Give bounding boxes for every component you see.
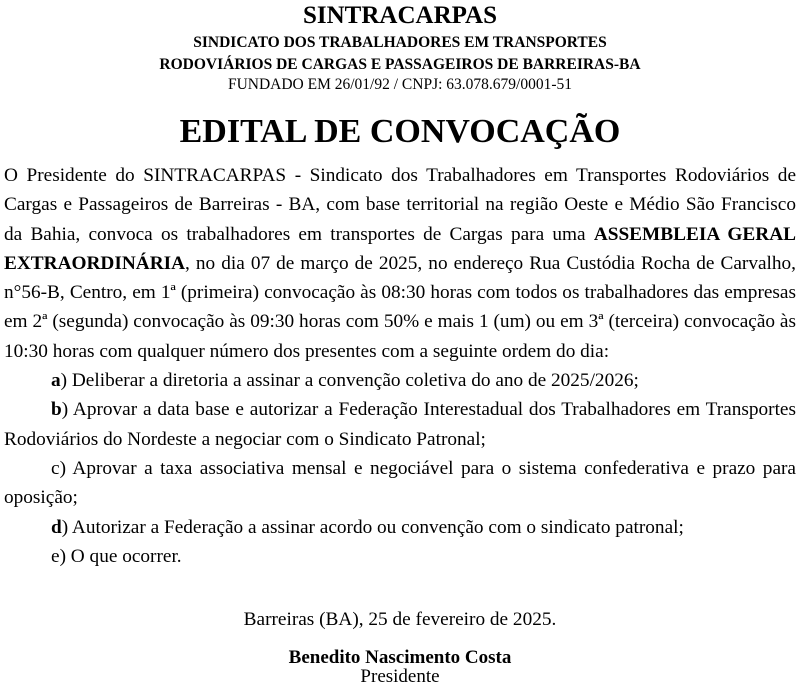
place-and-date: Barreiras (BA), 25 de fevereiro de 2025. — [243, 609, 557, 630]
agenda-item-d — [4, 513, 796, 542]
assembly-type: ASSEMBLEIA GERAL EXTRAORDINÁRIA — [4, 223, 796, 274]
document-title: EDITAL DE CONVOCAÇÃO — [179, 113, 621, 150]
intro-text-before: O Presidente do SINTRACARPAS - Sindicato dos Trabalhadores em Transportes Rodoviários de Cargas e Passageiros de Barreiras - BA, com base territorial na região Oeste e Médio São Francisco da Bahia, convoca os trabalhadores em transportes de Cargas para uma — [4, 165, 796, 245]
org-full-name-line-2: RODOVIÁRIOS DE CARGAS E PASSAGEIROS DE BARREIRAS-BA — [159, 56, 641, 73]
signatory-name: Benedito Nascimento Costa — [288, 647, 512, 668]
agenda-item-text: ) Deliberar a diretoria a assinar a convenção coletiva do ano de 2025/2026; — [60, 370, 639, 392]
agenda-item-e — [4, 542, 796, 571]
intro-text-after: , no dia 07 de março de 2025, no endereço Rua Custódia Rocha de Carvalho, n°56-B, Centro, em 1ª (primeira) convocação às 08:30 horas com todos os trabalhadores das empresas em 2ª (segunda) convocação às 09:30 horas com 50% e mais 1 (um) ou em 3ª (terceira) convocação às 10:30 horas com qualquer número dos presentes com a seguinte ordem do dia: — [4, 252, 796, 362]
agenda-item-key: a — [51, 370, 61, 392]
intro-paragraph — [4, 161, 796, 366]
document-body — [4, 161, 796, 571]
agenda-item-text: ) O que ocorrer. — [59, 545, 182, 567]
signatory-role: Presidente — [360, 666, 440, 687]
agenda-item-b — [4, 395, 796, 454]
agenda-item-key: b — [51, 399, 62, 421]
org-full-name-line-1: SINDICATO DOS TRABALHADORES EM TRANSPORTES — [193, 34, 607, 51]
org-name: SINTRACARPAS — [302, 2, 497, 29]
agenda-item-text: ) Autorizar a Federação a assinar acordo ou convenção com o sindicato patronal; — [61, 516, 684, 538]
agenda-item-key: c — [51, 457, 60, 479]
agenda-item-text: ) Aprovar a taxa associativa mensal e negociável para o sistema confederativa e prazo para oposição; — [4, 457, 796, 509]
agenda-item-key: e — [51, 545, 60, 567]
org-founded-cnpj: FUNDADO EM 26/01/92 / CNPJ: 63.078.679/0001-51 — [227, 76, 573, 93]
agenda-item-a — [4, 366, 796, 395]
agenda-item-c — [4, 454, 796, 513]
agenda-item-key: d — [51, 516, 62, 538]
agenda-item-text: ) Aprovar a data base e autorizar a Federação Interestadual dos Trabalhadores em Transportes Rodoviários do Nordeste a negociar com o Sindicato Patronal; — [4, 399, 796, 450]
